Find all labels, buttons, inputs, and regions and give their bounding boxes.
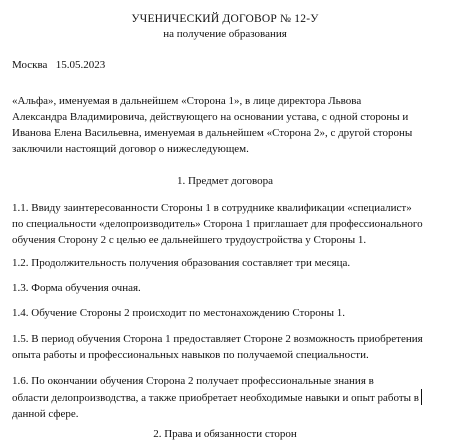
preamble bbox=[12, 93, 444, 157]
clause-line-with-cursor bbox=[12, 389, 444, 406]
clause-line: области делопроизводства, а также приобретает необходимые навыки и опыт работы в bbox=[12, 392, 419, 404]
clause-line: по специальности «делопроизводитель» Сторона 1 приглашает для профессионального bbox=[12, 218, 423, 230]
clause-line: 1.5. В период обучения Сторона 1 предоставляет Стороне 2 возможность приобретения bbox=[12, 333, 423, 345]
clause-line: 1.1. Ввиду заинтересованности Стороны 1 в сотруднике квалификации «специалист» bbox=[12, 202, 412, 214]
section-1-heading: 1. Предмет договора bbox=[176, 175, 273, 187]
section-2-heading: 2. Права и обязанности сторон bbox=[153, 428, 297, 440]
clause-line: обучения Сторону 2 с целью ее дальнейшего трудоустройства у Стороны 1. bbox=[12, 234, 367, 246]
clause-1-5 bbox=[12, 331, 444, 363]
clause-1-2 bbox=[12, 255, 444, 271]
clause-line: 1.2. Продолжительность получения образования составляет три месяца. bbox=[12, 257, 351, 269]
clause-1-3 bbox=[12, 280, 444, 296]
clause-line: 1.6. По окончании обучения Сторона 2 получает профессиональные знания в bbox=[12, 375, 374, 387]
city-date: Москва 15.05.2023 bbox=[12, 59, 106, 71]
clause-line: 1.3. Форма обучения очная. bbox=[12, 282, 141, 294]
preamble-line: «Альфа», именуемая в дальнейшем «Сторона 1», в лице директора Львова bbox=[12, 95, 362, 107]
document-subtitle: на получение образования bbox=[163, 28, 287, 40]
clause-line: данной сфере. bbox=[12, 408, 79, 420]
preamble-line: Иванова Елена Васильевна, именуемая в дальнейшем «Сторона 2», с другой стороны bbox=[12, 127, 413, 139]
document-title: УЧЕНИЧЕСКИЙ ДОГОВОР № 12-У bbox=[131, 13, 319, 25]
clause-1-1 bbox=[12, 200, 444, 248]
text-cursor bbox=[421, 389, 422, 405]
preamble-line: заключили настоящий договор о нижеследующем. bbox=[12, 143, 249, 155]
preamble-line: Александра Владимировича, действующего на основании устава, с одной стороны и bbox=[12, 111, 409, 123]
clause-1-6 bbox=[12, 373, 444, 422]
clause-1-4 bbox=[12, 305, 444, 321]
clause-line: 1.4. Обучение Стороны 2 происходит по местонахождению Стороны 1. bbox=[12, 307, 345, 319]
clause-line: опыта работы и профессиональных навыков по получаемой специальности. bbox=[12, 349, 369, 361]
